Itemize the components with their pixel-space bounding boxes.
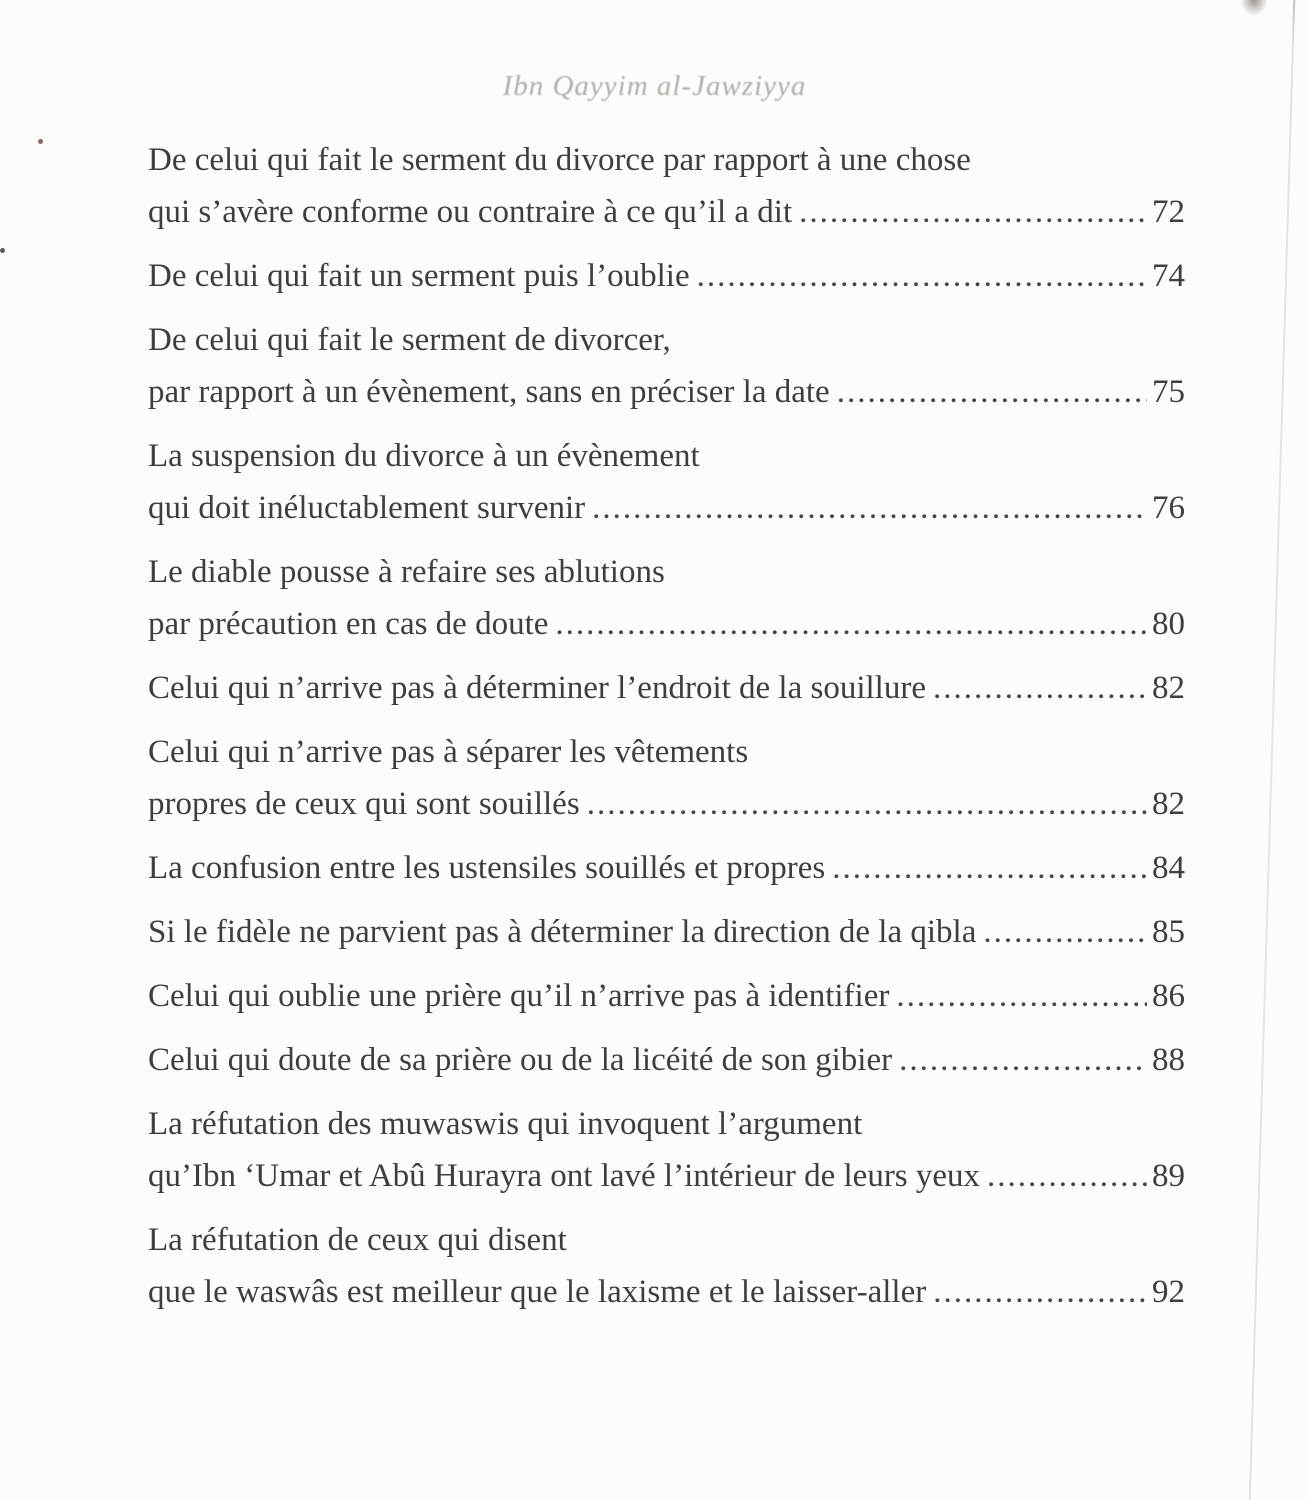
toc-entry xyxy=(148,1034,1185,1086)
dot-leader xyxy=(592,482,1147,534)
toc-entry-text: qu’Ibn ‘Umar et Abû Hurayra ont lavé l’intérieur de leurs yeux xyxy=(148,1158,981,1194)
toc-entry-text: par précaution en cas de doute xyxy=(148,606,549,642)
toc-entry-lastline xyxy=(148,662,1185,714)
toc-entry-text: La réfutation de ceux qui disent xyxy=(148,1222,567,1258)
toc-entry xyxy=(148,1214,1185,1318)
toc-entry-lastline xyxy=(148,186,1185,238)
toc-entry-text: Celui qui n’arrive pas à séparer les vêtements xyxy=(148,734,749,770)
page-number: 74 xyxy=(1152,258,1185,294)
toc-entry-lastline xyxy=(148,598,1185,650)
dot-leader xyxy=(899,1034,1147,1086)
page-number: 72 xyxy=(1152,194,1185,230)
dot-leader xyxy=(896,970,1147,1022)
toc-entry xyxy=(148,1098,1185,1202)
scan-speck xyxy=(0,248,5,253)
toc-entry-text: De celui qui fait le serment de divorcer, xyxy=(148,322,671,358)
toc-entry-text: Le diable pousse à refaire ses ablutions xyxy=(148,554,665,590)
page-number: 76 xyxy=(1152,490,1185,526)
toc-entry-text: De celui qui fait le serment du divorce par rapport à une chose xyxy=(148,142,971,178)
dot-leader xyxy=(987,1150,1147,1202)
toc-entry-lastline xyxy=(148,778,1185,830)
toc-entry-text: Celui qui doute de sa prière ou de la licéité de son gibier xyxy=(148,1042,893,1078)
scan-speck xyxy=(38,139,43,144)
toc-entry xyxy=(148,906,1185,958)
toc-entry-lastline xyxy=(148,1150,1185,1202)
toc-entry-text: La confusion entre les ustensiles souillés et propres xyxy=(148,850,826,886)
toc-entry-text: par rapport à un évènement, sans en préciser la date xyxy=(148,374,830,410)
toc-entry xyxy=(148,134,1185,238)
page-number: 82 xyxy=(1152,786,1185,822)
page-number: 89 xyxy=(1152,1158,1185,1194)
page-number: 88 xyxy=(1152,1042,1185,1078)
toc-entry xyxy=(148,842,1185,894)
page-number: 85 xyxy=(1152,914,1185,950)
toc-entry-text: Si le fidèle ne parvient pas à déterminer la direction de la qibla xyxy=(148,914,977,950)
page-number: 82 xyxy=(1152,670,1185,706)
toc-entry xyxy=(148,430,1185,534)
toc-entry-lastline xyxy=(148,970,1185,1022)
toc-entry xyxy=(148,314,1185,418)
scan-smudge xyxy=(1240,0,1268,16)
page-number: 80 xyxy=(1152,606,1185,642)
toc-entry xyxy=(148,250,1185,302)
page-number: 75 xyxy=(1152,374,1185,410)
dot-leader xyxy=(697,250,1147,302)
dot-leader xyxy=(933,662,1147,714)
toc-entry-text: Celui qui oublie une prière qu’il n’arrive pas à identifier xyxy=(148,978,890,1014)
page-number: 84 xyxy=(1152,850,1185,886)
toc-entry xyxy=(148,546,1185,650)
page-edge-shadow xyxy=(1248,0,1295,1500)
toc-entry-text: qui s’avère conforme ou contraire à ce qu’il a dit xyxy=(148,194,793,230)
toc-entry-text: Celui qui n’arrive pas à déterminer l’endroit de la souillure xyxy=(148,670,926,706)
toc-entry-text: qui doit inéluctablement survenir xyxy=(148,490,586,526)
dot-leader xyxy=(799,186,1147,238)
toc-entry-text: La suspension du divorce à un évènement xyxy=(148,438,700,474)
dot-leader xyxy=(555,598,1147,650)
toc-entry-lastline xyxy=(148,842,1185,894)
toc-entry-lastline xyxy=(148,250,1185,302)
toc-entry-lastline xyxy=(148,482,1185,534)
toc-entry-lastline xyxy=(148,366,1185,418)
dot-leader xyxy=(983,906,1147,958)
table-of-contents xyxy=(148,134,1185,1330)
toc-entry-text: La réfutation des muwaswis qui invoquent l’argument xyxy=(148,1106,863,1142)
toc-entry-lastline xyxy=(148,906,1185,958)
toc-entry xyxy=(148,662,1185,714)
toc-entry-text: que le waswâs est meilleur que le laxisme et le laisser-aller xyxy=(148,1274,927,1310)
toc-entry-text: De celui qui fait un serment puis l’oublie xyxy=(148,258,690,294)
page-number: 86 xyxy=(1152,978,1185,1014)
running-head: Ibn Qayyim al-Jawziyya xyxy=(502,70,807,102)
toc-entry-lastline xyxy=(148,1266,1185,1318)
toc-entry-lastline xyxy=(148,1034,1185,1086)
page-number: 92 xyxy=(1152,1274,1185,1310)
toc-entry xyxy=(148,726,1185,830)
dot-leader xyxy=(933,1266,1147,1318)
dot-leader xyxy=(832,842,1147,894)
dot-leader xyxy=(837,366,1147,418)
toc-entry xyxy=(148,970,1185,1022)
dot-leader xyxy=(587,778,1147,830)
toc-entry-text: propres de ceux qui sont souillés xyxy=(148,786,580,822)
